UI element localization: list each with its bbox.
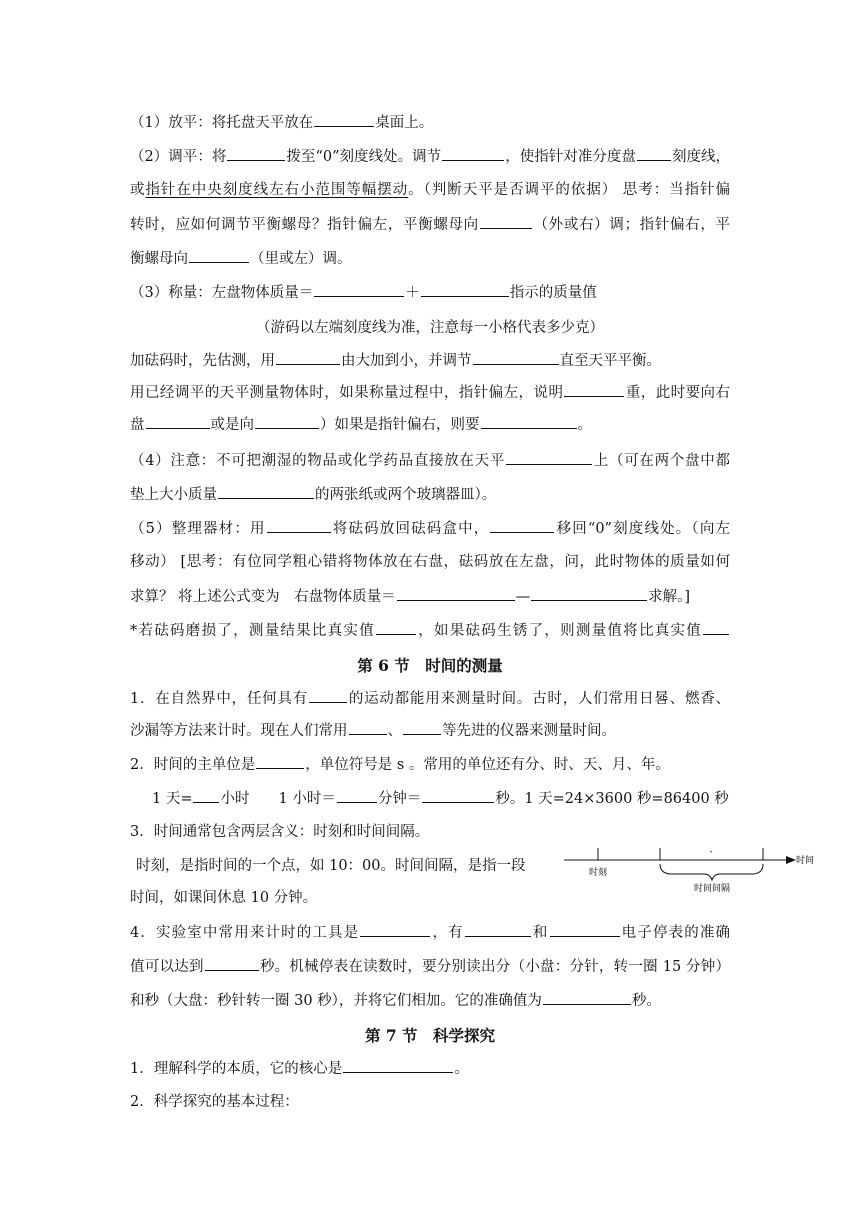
balance-step-5: （5）整理器材：用 将砝码放回砝码盒中， 移回“0”刻度线处。（向左 bbox=[130, 518, 730, 539]
fill-blank[interactable] bbox=[465, 922, 531, 937]
fill-blank[interactable] bbox=[703, 620, 729, 635]
fill-blank[interactable] bbox=[205, 956, 259, 971]
timeline-diagram bbox=[560, 836, 820, 900]
sec6-item-3-moment: 时刻，是指时间的一个点，如 10：00。时间间隔，是指一段 bbox=[136, 858, 526, 874]
sec6-item-1-cont: 沙漏等方法来计时。现在人们常用 、 等先进的仪器来测量时间。 bbox=[130, 720, 616, 741]
section-7-title: 第 7 节 科学探究 bbox=[364, 1026, 496, 1045]
label-interval: 时间间隔 bbox=[693, 884, 731, 894]
fill-blank[interactable] bbox=[146, 414, 210, 429]
balance-note-vernier: （游码以左端刻度线为准，注意每一小格代表多少克） bbox=[256, 320, 604, 336]
fill-blank[interactable] bbox=[397, 586, 515, 601]
balance-worn-weights: *若砝码磨损了，测量结果比真实值 ，如果砝码生锈了，则测量值将比真实值 bbox=[130, 620, 730, 641]
sec6-item-3-interval: 时间，如课间休息 10 分钟。 bbox=[130, 890, 318, 906]
fill-blank[interactable] bbox=[255, 414, 319, 429]
balance-step-2: （2）调平：将 拨至“0”刻度线处。调节 ，使指针对准分度盘 刻度线， bbox=[130, 146, 730, 167]
label-moment: 时刻 bbox=[588, 868, 608, 878]
underlined-criterion: 指针在中央刻度线左右小范围等幅摆动 bbox=[145, 182, 409, 198]
fill-blank[interactable] bbox=[442, 146, 504, 161]
sec6-item-2: 2．时间的主单位是 ，单位符号是 s 。常用的单位还有分、时、天、月、年。 bbox=[130, 754, 670, 775]
fill-blank[interactable] bbox=[276, 350, 340, 365]
fill-blank[interactable] bbox=[550, 922, 620, 937]
balance-step-5-formula: 求算？ 将上述公式变为 右盘物体质量＝ — 求解。] bbox=[130, 586, 690, 607]
sec6-item-3: 3．时间通常包含两层含义：时刻和时间间隔。 bbox=[130, 824, 430, 840]
sec6-unit-conversion: 1 天= 小时 1 小时＝ 分钟＝ 秒。1 天=24×3600 秒=86400 秒 bbox=[152, 788, 729, 809]
arrow-head-icon bbox=[786, 856, 796, 864]
fill-blank[interactable] bbox=[309, 688, 347, 703]
fill-blank[interactable] bbox=[193, 788, 219, 803]
section-6-title: 第 6 节 时间的测量 bbox=[357, 656, 503, 675]
balance-step-3: （3）称量：左盘物体质量＝ ＋ 指示的质量值 bbox=[130, 282, 597, 303]
balance-step-5-think: 移动） [思考：有位同学粗心错将物体放在右盘，砝码放在左盘，问，此时物体的质量如何 bbox=[130, 554, 730, 570]
fill-blank[interactable] bbox=[360, 922, 430, 937]
fill-blank[interactable] bbox=[543, 990, 631, 1005]
sec6-item-4-cont-1: 值可以达到 秒。机械停表在读数时，要分别读出分（小盘：分针，转一圈 15 分钟） bbox=[130, 956, 730, 977]
fill-blank[interactable] bbox=[564, 382, 624, 397]
fill-blank[interactable] bbox=[376, 620, 416, 635]
label-time: 时间 bbox=[796, 856, 815, 866]
fill-blank[interactable] bbox=[256, 754, 304, 769]
fill-blank[interactable] bbox=[421, 282, 509, 297]
fill-blank[interactable] bbox=[403, 720, 441, 735]
fill-blank[interactable] bbox=[314, 282, 404, 297]
interval-dot: - bbox=[709, 847, 713, 857]
balance-step-4-cont: 垫上大小质量 的两张纸或两个玻璃器皿）。 bbox=[130, 484, 496, 505]
balance-step-2-cont-2: 转时，应如何调节平衡螺母？指针偏左，平衡螺母向 （外或右）调；指针偏右，平 bbox=[130, 214, 730, 235]
fill-blank[interactable] bbox=[218, 484, 314, 499]
balance-step-1: （1）放平：将托盘天平放在 桌面上。 bbox=[130, 112, 433, 133]
fill-blank[interactable] bbox=[189, 248, 249, 263]
fill-blank[interactable] bbox=[227, 146, 285, 161]
sec7-item-2: 2．科学探究的基本过程： bbox=[130, 1094, 299, 1110]
sec6-item-1: 1．在自然界中，任何具有 的运动都能用来测量时间。古时，人们常用日晷、燃香、 bbox=[130, 688, 730, 709]
sec6-item-4-cont-2: 和秒（大盘：秒针转一圈 30 秒），并将它们相加。它的准确值为 秒。 bbox=[130, 990, 661, 1011]
sec7-item-1: 1．理解科学的本质，它的核心是 。 bbox=[130, 1058, 469, 1079]
balance-step-4: （4）注意：不可把潮湿的物品或化学药品直接放在天平 上（可在两个盘中都 bbox=[130, 450, 730, 471]
sec6-item-4: 4．实验室中常用来计时的工具是 ，有 和 电子停表的准确 bbox=[130, 922, 730, 943]
interval-brace bbox=[660, 864, 763, 880]
fill-blank[interactable] bbox=[337, 788, 377, 803]
fill-blank[interactable] bbox=[343, 1058, 453, 1073]
fill-blank[interactable] bbox=[422, 788, 494, 803]
balance-step-2-cont-1: 或指针在中央刻度线左右小范围等幅摆动。（判断天平是否调平的依据） 思考：当指针偏 bbox=[130, 182, 731, 198]
fill-blank[interactable] bbox=[314, 112, 374, 127]
fill-blank[interactable] bbox=[480, 214, 532, 229]
fill-blank[interactable] bbox=[531, 586, 647, 601]
fill-blank[interactable] bbox=[267, 518, 331, 533]
balance-pointer-left-cont: 盘 或是向 ）如果是指针偏右，则要 。 bbox=[130, 414, 592, 435]
balance-pointer-left: 用已经调平的天平测量物体时，如果称量过程中，指针偏左，说明 重，此时要向右 bbox=[130, 382, 730, 403]
fill-blank[interactable] bbox=[637, 146, 671, 161]
fill-blank[interactable] bbox=[506, 450, 592, 465]
fill-blank[interactable] bbox=[490, 518, 554, 533]
fill-blank[interactable] bbox=[473, 350, 559, 365]
fill-blank[interactable] bbox=[349, 720, 387, 735]
balance-add-weights: 加砝码时，先估测，用 由大加到小，并调节 直至天平平衡。 bbox=[130, 350, 661, 371]
fill-blank[interactable] bbox=[481, 414, 577, 429]
balance-step-2-cont-3: 衡螺母向 （里或左）调。 bbox=[130, 248, 352, 269]
